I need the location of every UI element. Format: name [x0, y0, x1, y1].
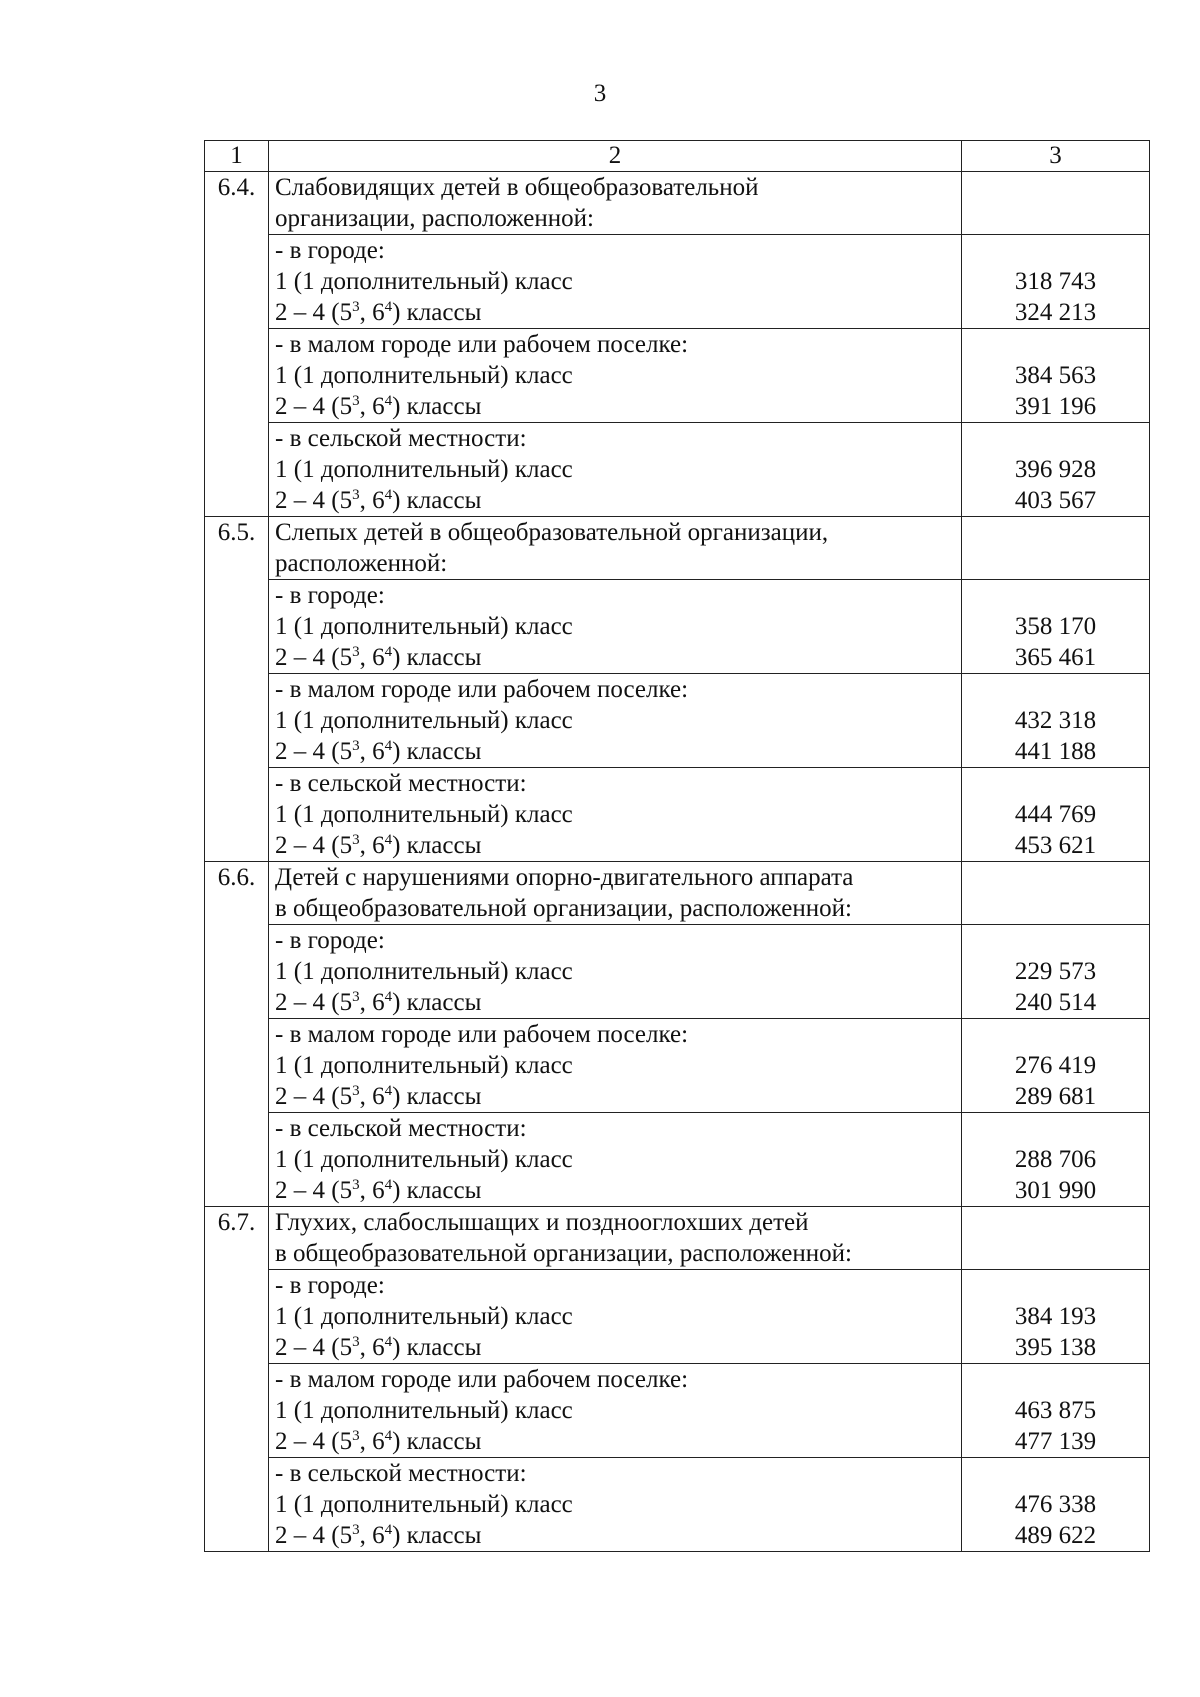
location-values: [962, 580, 1150, 674]
section-title-line: в общеобразовательной организации, расположенной:: [275, 1240, 852, 1267]
value-spacer: [968, 1364, 1143, 1395]
class-label-mid: , 6: [359, 832, 385, 859]
location-group-row: [205, 235, 1150, 329]
class-label-mid: , 6: [359, 299, 385, 326]
value-spacer: [968, 329, 1143, 360]
section-title-line: организации, расположенной:: [275, 205, 594, 232]
location-group-row: [205, 1270, 1150, 1364]
location-group: [269, 1458, 962, 1552]
rate-value: 229 573: [1014, 958, 1097, 985]
table-header-row: [205, 141, 1150, 172]
section-value-empty: [962, 172, 1150, 235]
location-group: [269, 580, 962, 674]
location-label: - в малом городе или рабочем поселке:: [275, 1366, 689, 1393]
section-row: [205, 517, 1150, 580]
location-group-row: [205, 768, 1150, 862]
location-label: - в малом городе или рабочем поселке:: [275, 676, 689, 703]
class-label-suffix: ) классы: [392, 1334, 482, 1361]
section-row: [205, 862, 1150, 925]
location-label: - в малом городе или рабочем поселке:: [275, 1021, 689, 1048]
location-label: - в городе:: [275, 582, 385, 609]
location-label: - в сельской местности:: [275, 770, 527, 797]
class-label-first: 1 (1 дополнительный) класс: [275, 958, 573, 985]
section-number: 6.4.: [205, 172, 269, 517]
value-spacer: [968, 580, 1143, 611]
superscript-3: 3: [352, 487, 360, 503]
rate-value: 358 170: [1014, 613, 1097, 640]
section-number: 6.7.: [205, 1207, 269, 1552]
header-col-3: 3: [962, 141, 1150, 172]
location-group: [269, 329, 962, 423]
rate-value: 276 419: [1014, 1052, 1097, 1079]
class-label-mid: , 6: [359, 1522, 385, 1549]
location-group-row: [205, 674, 1150, 768]
location-group-row: [205, 1458, 1150, 1552]
location-group-row: [205, 580, 1150, 674]
class-label-first: 1 (1 дополнительный) класс: [275, 801, 573, 828]
superscript-4: 4: [384, 1083, 393, 1099]
location-group-row: [205, 925, 1150, 1019]
value-spacer: [968, 768, 1143, 799]
location-group-row: [205, 329, 1150, 423]
section-row: [205, 1207, 1150, 1270]
class-label-prefix: 2 – 4 (5: [275, 1083, 353, 1110]
page-number: 3: [593, 80, 607, 107]
class-label-prefix: 2 – 4 (5: [275, 1428, 353, 1455]
class-label-suffix: ) классы: [392, 299, 482, 326]
class-label-first: 1 (1 дополнительный) класс: [275, 1146, 573, 1173]
value-spacer: [968, 1458, 1143, 1489]
location-label: - в малом городе или рабочем поселке:: [275, 331, 689, 358]
location-values: [962, 768, 1150, 862]
superscript-4: 4: [384, 299, 393, 315]
class-label-suffix: ) классы: [392, 738, 482, 765]
section-title-line: Глухих, слабослышащих и позднооглохших детей: [275, 1209, 809, 1236]
class-label-first: 1 (1 дополнительный) класс: [275, 1303, 573, 1330]
section-title: [269, 1207, 962, 1270]
class-label-first: 1 (1 дополнительный) класс: [275, 456, 573, 483]
superscript-4: 4: [384, 1334, 393, 1350]
class-label-second: [275, 1332, 955, 1363]
superscript-4: 4: [384, 738, 393, 754]
location-group: [269, 1270, 962, 1364]
location-group: [269, 925, 962, 1019]
class-label-second: [275, 1081, 955, 1112]
class-label-mid: , 6: [359, 644, 385, 671]
location-group: [269, 1019, 962, 1113]
superscript-4: 4: [384, 832, 393, 848]
superscript-4: 4: [384, 1428, 393, 1444]
section-title-line: в общеобразовательной организации, расположенной:: [275, 895, 852, 922]
class-label-second: [275, 297, 955, 328]
value-spacer: [968, 925, 1143, 956]
location-values: [962, 235, 1150, 329]
class-label-second: [275, 987, 955, 1018]
location-values: [962, 925, 1150, 1019]
superscript-4: 4: [384, 1177, 393, 1193]
location-label: - в сельской местности:: [275, 425, 527, 452]
location-label: - в сельской местности:: [275, 1115, 527, 1142]
rate-value: 365 461: [1014, 644, 1097, 671]
class-label-prefix: 2 – 4 (5: [275, 644, 353, 671]
value-spacer: [968, 674, 1143, 705]
section-value-empty: [962, 862, 1150, 925]
class-label-second: [275, 830, 955, 861]
header-col-1: 1: [205, 141, 269, 172]
superscript-3: 3: [352, 393, 360, 409]
class-label-suffix: ) классы: [392, 644, 482, 671]
location-values: [962, 674, 1150, 768]
class-label-first: 1 (1 дополнительный) класс: [275, 1052, 573, 1079]
rate-value: 240 514: [1014, 989, 1097, 1016]
class-label-first: 1 (1 дополнительный) класс: [275, 613, 573, 640]
class-label-prefix: 2 – 4 (5: [275, 487, 353, 514]
rate-value: 289 681: [1014, 1083, 1097, 1110]
rate-value: 395 138: [1014, 1334, 1097, 1361]
location-group: [269, 768, 962, 862]
class-label-prefix: 2 – 4 (5: [275, 1334, 353, 1361]
section-row: [205, 172, 1150, 235]
section-title: [269, 517, 962, 580]
location-group: [269, 235, 962, 329]
location-group-row: [205, 1019, 1150, 1113]
class-label-second: [275, 1426, 955, 1457]
rate-value: 489 622: [1014, 1522, 1097, 1549]
section-title: [269, 172, 962, 235]
value-spacer: [968, 423, 1143, 454]
rate-value: 453 621: [1014, 832, 1097, 859]
class-label-prefix: 2 – 4 (5: [275, 1177, 353, 1204]
class-label-prefix: 2 – 4 (5: [275, 299, 353, 326]
superscript-3: 3: [352, 832, 360, 848]
class-label-second: [275, 485, 955, 516]
class-label-mid: , 6: [359, 487, 385, 514]
section-title-line: Детей с нарушениями опорно-двигательного аппарата: [275, 864, 854, 891]
rate-value: 476 338: [1014, 1491, 1097, 1518]
class-label-prefix: 2 – 4 (5: [275, 832, 353, 859]
location-group-row: [205, 423, 1150, 517]
location-label: - в городе:: [275, 1272, 385, 1299]
location-values: [962, 423, 1150, 517]
superscript-3: 3: [352, 1177, 360, 1193]
class-label-second: [275, 736, 955, 767]
section-value-empty: [962, 517, 1150, 580]
class-label-second: [275, 1175, 955, 1206]
rate-value: 301 990: [1014, 1177, 1097, 1204]
class-label-first: 1 (1 дополнительный) класс: [275, 1491, 573, 1518]
value-spacer: [968, 1113, 1143, 1144]
rate-value: 441 188: [1014, 738, 1097, 765]
rate-value: 432 318: [1014, 707, 1097, 734]
superscript-4: 4: [384, 487, 393, 503]
class-label-mid: , 6: [359, 989, 385, 1016]
class-label-suffix: ) классы: [392, 1177, 482, 1204]
rate-value: 396 928: [1014, 456, 1097, 483]
class-label-second: [275, 391, 955, 422]
location-values: [962, 329, 1150, 423]
header-col-2: 2: [269, 141, 962, 172]
location-group: [269, 674, 962, 768]
location-group-row: [205, 1113, 1150, 1207]
superscript-3: 3: [352, 1522, 360, 1538]
location-group: [269, 1113, 962, 1207]
location-group: [269, 423, 962, 517]
location-values: [962, 1458, 1150, 1552]
value-spacer: [968, 235, 1143, 266]
superscript-3: 3: [352, 1083, 360, 1099]
class-label-suffix: ) классы: [392, 1083, 482, 1110]
superscript-4: 4: [384, 644, 393, 660]
superscript-3: 3: [352, 644, 360, 660]
rate-value: 318 743: [1014, 268, 1097, 295]
class-label-mid: , 6: [359, 393, 385, 420]
section-title-line: Слабовидящих детей в общеобразовательной: [275, 174, 759, 201]
location-group: [269, 1364, 962, 1458]
location-values: [962, 1019, 1150, 1113]
superscript-4: 4: [384, 989, 393, 1005]
superscript-3: 3: [352, 738, 360, 754]
location-values: [962, 1364, 1150, 1458]
class-label-suffix: ) классы: [392, 1428, 482, 1455]
value-spacer: [968, 1019, 1143, 1050]
location-label: - в городе:: [275, 927, 385, 954]
rate-value: 391 196: [1014, 393, 1097, 420]
class-label-mid: , 6: [359, 1428, 385, 1455]
class-label-first: 1 (1 дополнительный) класс: [275, 362, 573, 389]
location-group-row: [205, 1364, 1150, 1458]
superscript-4: 4: [384, 1522, 393, 1538]
class-label-prefix: 2 – 4 (5: [275, 738, 353, 765]
rate-value: 384 563: [1014, 362, 1097, 389]
class-label-second: [275, 1520, 955, 1551]
class-label-mid: , 6: [359, 738, 385, 765]
class-label-prefix: 2 – 4 (5: [275, 393, 353, 420]
class-label-prefix: 2 – 4 (5: [275, 989, 353, 1016]
class-label-first: 1 (1 дополнительный) класс: [275, 1397, 573, 1424]
superscript-3: 3: [352, 989, 360, 1005]
rate-value: 444 769: [1014, 801, 1097, 828]
rate-value: 463 875: [1014, 1397, 1097, 1424]
rate-value: 384 193: [1014, 1303, 1097, 1330]
class-label-suffix: ) классы: [392, 487, 482, 514]
class-label-first: 1 (1 дополнительный) класс: [275, 268, 573, 295]
class-label-second: [275, 642, 955, 673]
location-values: [962, 1113, 1150, 1207]
location-values: [962, 1270, 1150, 1364]
section-number: 6.6.: [205, 862, 269, 1207]
section-title-line: расположенной:: [275, 550, 448, 577]
tariff-table: [204, 140, 1150, 1552]
rate-value: 288 706: [1014, 1146, 1097, 1173]
value-spacer: [968, 1270, 1143, 1301]
class-label-suffix: ) классы: [392, 989, 482, 1016]
superscript-4: 4: [384, 393, 393, 409]
class-label-mid: , 6: [359, 1083, 385, 1110]
class-label-mid: , 6: [359, 1334, 385, 1361]
location-label: - в городе:: [275, 237, 385, 264]
rate-value: 403 567: [1014, 487, 1097, 514]
superscript-3: 3: [352, 1334, 360, 1350]
rate-value: 324 213: [1014, 299, 1097, 326]
section-title: [269, 862, 962, 925]
class-label-suffix: ) классы: [392, 832, 482, 859]
section-number: 6.5.: [205, 517, 269, 862]
superscript-3: 3: [352, 299, 360, 315]
rate-value: 477 139: [1014, 1428, 1097, 1455]
class-label-first: 1 (1 дополнительный) класс: [275, 707, 573, 734]
class-label-suffix: ) классы: [392, 393, 482, 420]
class-label-mid: , 6: [359, 1177, 385, 1204]
superscript-3: 3: [352, 1428, 360, 1444]
section-title-line: Слепых детей в общеобразовательной организации,: [275, 519, 829, 546]
location-label: - в сельской местности:: [275, 1460, 527, 1487]
class-label-suffix: ) классы: [392, 1522, 482, 1549]
section-value-empty: [962, 1207, 1150, 1270]
class-label-prefix: 2 – 4 (5: [275, 1522, 353, 1549]
